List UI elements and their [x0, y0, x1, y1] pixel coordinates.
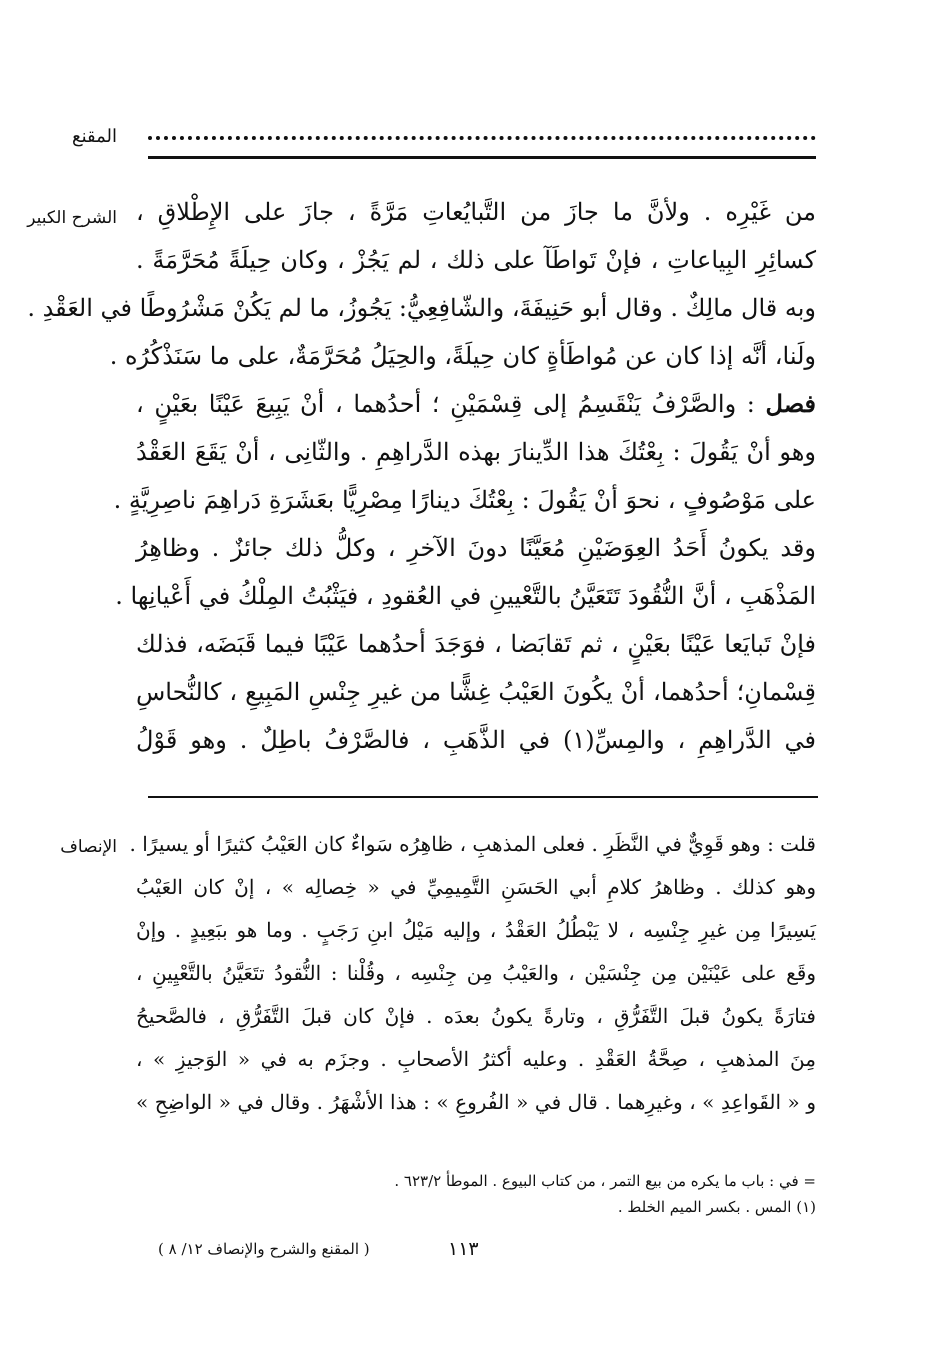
insaf-line: وهو كذلك . وظاهرُ كلامِ أبي الحَسَنِ التَّمِيمِيِّ في « خِصالِه » ، إنْ كان العَيْبُ — [136, 875, 816, 899]
header-dotted-rule — [148, 110, 816, 140]
header-book-title: المقنع — [71, 126, 117, 147]
insaf-text-block — [129, 823, 816, 1124]
side-label-insaf: الإنصاف — [60, 837, 117, 857]
sharh-line: من غَيْرِه . ولأنَّ ما جازَ من التَّبايُعاتِ مَرَّةً ، جازَ على الإِطْلاقِ ، — [136, 198, 817, 226]
sharh-line: وقد يكونُ أَحَدُ العِوَضَيْنِ مُعَيَّنًا دونَ الآخرِ ، وكلُّ ذلك جائزٌ . وظاهِرُ — [136, 534, 816, 562]
sharh-line: في الدَّراهِمِ ، والمِسِّ(١) في الذَّهَبِ ، فالصَّرْفُ باطِلٌ . وهو قَوْلُ — [136, 726, 816, 754]
insaf-line: فتارَةً يكونُ قبلَ التَّفَرُّقِ ، وتارةً يكونُ بعدَه . فإنْ كان قبلَ التَّفَرُّقِ ، فالصَّحيحُ — [136, 1004, 816, 1028]
sharh-line: وهو أنْ يَقُولَ : بِعْتُكَ هذا الدِّينارَ بهذه الدَّراهِمِ . والثّانِى ، أنْ يَقَعَ العَقْدُ — [136, 438, 817, 466]
header-rule — [148, 156, 816, 159]
sharh-line: فإنْ تَبايَعا عَيْنًا بعَيْنٍ ، ثم تَقابَضا ، فوَجَدَ أحدُهما عَيْبًا فيما قَبَضَه، فذلك — [136, 630, 816, 658]
insaf-line: وقَع على عَيْنَيْن مِن جِنْسَيْن ، والعَيْبُ مِن جِنْسِه ، وقُلْنا : النُّقودُ تتَعَيَّنُ بالتَّعْيِينِ ، — [136, 961, 816, 985]
sharh-line: ولَنا، أنَّه إذا كان عن مُواطَأةٍ كان حِيلَةً، والحِيَلُ مُحَرَّمَةٌ، على ما سَنَذْكُرُه . — [109, 342, 816, 370]
running-footer-title: ( المقنع والشرح والإنصاف ١٢/ ٨ ) — [158, 1240, 370, 1258]
footnotes — [136, 1168, 816, 1220]
insaf-line: يَسِيرًا مِن غيرِ جِنْسِه ، لا يَبْطُلُ العَقْدُ ، وإليه مَيْلُ ابنِ رَجَبٍ . وما هو ببَعِيدٍ . وإنْ — [136, 918, 816, 942]
footnote-continuation: = في : باب ما يكره من بيع التمر ، من كتاب البيوع . الموطأ ٦٢٣/٢ . — [394, 1172, 816, 1190]
fasl-heading: فصل — [765, 389, 816, 418]
footnote-1: (١) المس . بكسر الميم الخلط . — [617, 1198, 816, 1216]
side-label-sharh: الشرح الكبير — [27, 208, 117, 228]
sharh-line: كسائِرِ البِياعاتِ ، فإنْ تَواطَآ على ذلك ، لم يَجُزْ ، وكان حِيلَةً مُحَرَّمَةً . — [136, 246, 816, 274]
sharh-line-fasl — [136, 380, 816, 428]
section-divider — [148, 796, 818, 798]
page-number: ١١٣ — [448, 1238, 479, 1260]
sharh-line: وبه قال مالِكٌ . وقال أبو حَنِيفَةَ، والشّافِعِيُّ: يَجُوزُ، ما لم يَكُنْ مَشْرُوطًا في العَقْدِ . — [27, 294, 816, 322]
sharh-line: قِسْمانِ؛ أحدُهما، أنْ يكُونَ العَيْبُ غِشًّا من غيرِ جِنْسِ المَبِيعِ ، كالنُّحاسِ — [136, 678, 816, 706]
insaf-line: مِنَ المذهبِ ، صِحَّةُ العَقْدِ . وعليه أكثرُ الأصحابِ . وجزَم به في « الوَجيزِ » ، — [136, 1047, 816, 1071]
insaf-line: و « القَواعِدِ » ، وغيرِهما . قال في « الفُروعِ » : هذا الأشْهَرُ . وقال في « الواضِحِ » — [136, 1090, 816, 1114]
sharh-line: المَذْهَبِ ، أنَّ النُّقُودَ تَتَعَيَّنُ بالتَّعْيينِ في العُقودِ ، فيَثْبُتُ المِلْكُ في أَعْيانِها . — [115, 582, 816, 610]
insaf-line: قلت : وهو قَوِيٌّ في النَّظَرِ . فعلى المذهبِ ، ظاهِرُه سَواءٌ كان العَيْبُ كثيرًا أو يسيرًا . — [129, 832, 816, 856]
sharh-line-text: : والصَّرْفُ يَنْقَسِمُ إلى قِسْمَيْنِ ؛ أحدُهما ، أنْ يَبِيعَ عَيْنًا بعَيْنٍ ، — [136, 390, 755, 418]
sharh-line: على مَوْصُوفٍ ، نحوَ أنْ يَقُولَ : بِعْتُكَ دينارًا مِصْرِيًّا بعَشَرَةِ دَراهِمَ ناصِرِيَّةٍ . — [113, 486, 816, 514]
